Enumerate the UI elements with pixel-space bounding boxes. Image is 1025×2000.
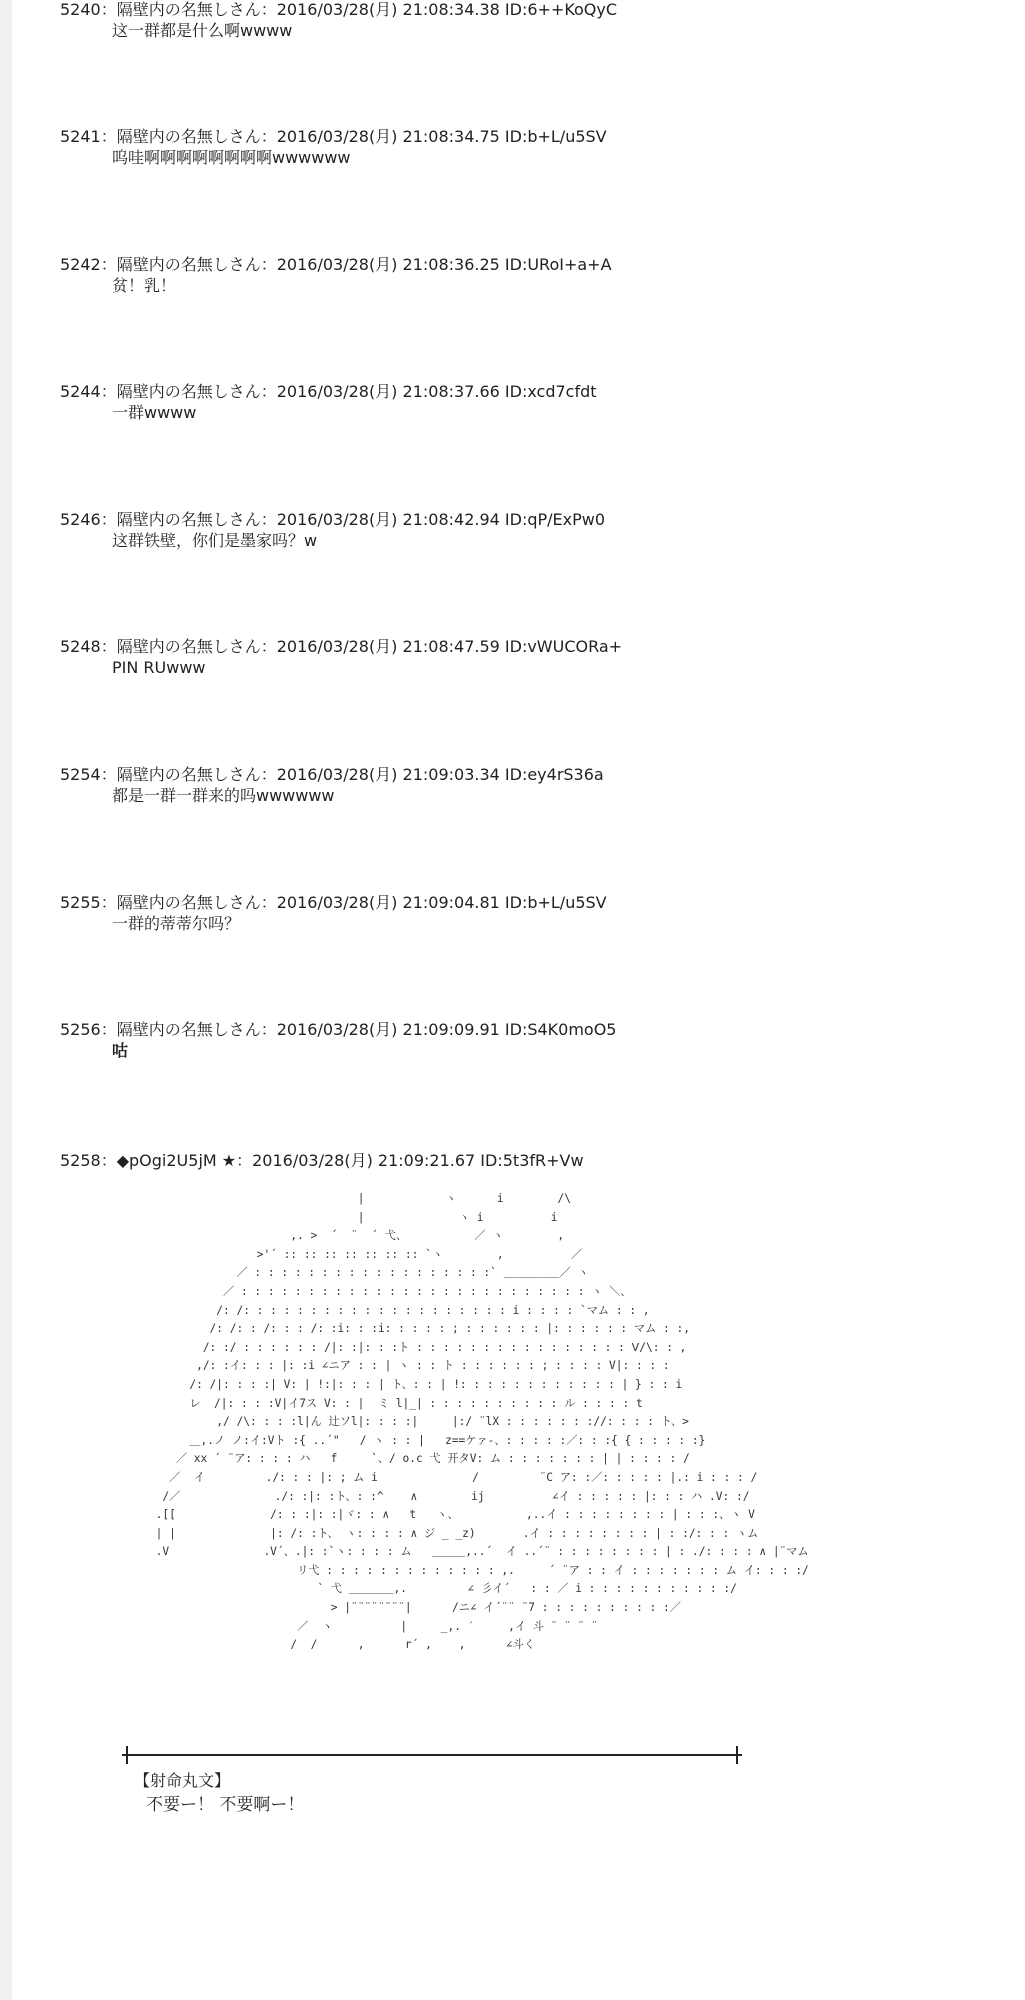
- post: [60, 510, 960, 552]
- post-body: 呜哇啊啊啊啊啊啊啊啊wwwwww: [112, 148, 351, 167]
- post: [60, 1020, 960, 1062]
- post-body: 都是一群一群来的吗wwwwww: [112, 786, 335, 805]
- post-header: 5255：隔壁内の名無しさん：2016/03/28(月) 21:09:04.81 ID:b+L/u5SV: [60, 893, 607, 912]
- post-author: [60, 1151, 960, 1171]
- post-header: 5248：隔壁内の名無しさん：2016/03/28(月) 21:08:47.59 ID:vWUCORa+: [60, 637, 623, 656]
- post-header: 5242：隔壁内の名無しさん：2016/03/28(月) 21:08:36.25 ID:URoI+a+A: [60, 255, 612, 274]
- post-header: 5241：隔壁内の名無しさん：2016/03/28(月) 21:08:34.75 ID:b+L/u5SV: [60, 127, 607, 146]
- divider-tick-right: [736, 1746, 738, 1764]
- post-header: 5244：隔壁内の名無しさん：2016/03/28(月) 21:08:37.66 ID:xcd7cfdt: [60, 382, 597, 401]
- post: [60, 382, 960, 424]
- ascii-art: | ヽ i /\ | ヽ i i ,. > ´ ¨ ´ 弋、 ／ ヽ , >'´ :: :: :: :: :: :: :: `ヽ , ／ ／ : : : : : : : : : : : : : : : : : :` ＿＿＿＿＿／ ヽ ／ : : : : : : : : : : : : : : : : : : : : : : : : : : ヽ ＼、 /: /: : : : : : : : : : : : : : : : : : : : i : : : : `マム : : , /: /: : /: : : /: :i: : :i: : : : : ; : : : : : : |: : : : : : マム : :, /: :/ : : : : : : /|: :|: : :ト : : : : : : : : : : : : : : : : Ⅴ/\: : , ,/: :イ: : : |: :i ∠ニア : : | ヽ : : ト : : : : : : ; : : : : V|: : : : /: /|: : : :| V: | !:|: : : | ト、: : | !: : : : : : : : : : : : | } : : i レ /|: : : :V|イ7ス V: : | ミ l|_| : : : : : : : : : : ル : : : : t ,/ /\: : : :l|ん 辻ソl|: : : :| |:/ ¨lX : : : : : : ://: : : : ト、> ＿,.ノ ノ:イ:Vト :{ ..´" / ヽ : : | z==ケァ-、: : : : :／: : :{ { : : : : :} ／ xx ´ ¨ア: : : : ハ f `、/ o.c 弋 开タV: ム : : : : : : : | | : : : : / ／ イ ./: : : |: ; ム i / ¨C ア: :／: : : : : |.: i : : : / /／ ./: :|: :ト、: :^ ∧ ij ∠イ : : : : : |: : : ハ .V: :/ .[[ /: : :|: :|ヾ: : ∧ t ヽ、 ,..イ : : : : : : : : | : : :、ヽ V | | |: /: :ト、 ヽ: : : : ∧ ジ _ _z) .イ : : : : : : : : | : :/: : : ヽム .V .V´、.|: :`ヽ: : : : ム ＿＿＿,..´ イ ..´¨ : : : : : : : : | : ./: : : : ∧ |¨マム リ弋 : : : : : : : : : : : : : ,. ´ ¨ア : : イ : : : : : : : ム イ: : : :/ ` 弋 ＿＿＿＿,. ∠ 彡イ´ : : ／ i : : : : : : : : : : :/ > |¨¨¨¨¨¨¨¨| /ニ∠ イ´¨¨ ¨7 : : : : : : : : : :／ ／ ヽ | _,. ′ ,イ 斗 ¨ ¨ ¨ ¨ / / , r´ , , ∠斗く: [155, 1192, 809, 1652]
- speech-line: 不要ー！ 不要啊ー！: [146, 1795, 305, 1815]
- speaker-name: 【射命丸文】: [134, 1771, 231, 1790]
- post-body: PIN RUwww: [112, 658, 206, 677]
- post-body: 一群wwww: [112, 403, 197, 422]
- post-body: 这一群都是什么啊wwww: [112, 21, 293, 40]
- post-body: 这群铁壁，你们是墨家吗？w: [112, 531, 318, 550]
- divider-tick-left: [126, 1746, 128, 1764]
- post-header: 5258：◆pOgi2U5jM ★：2016/03/28(月) 21:09:21.67 ID:5t3fR+Vw: [60, 1151, 584, 1170]
- post-header: 5256：隔壁内の名無しさん：2016/03/28(月) 21:09:09.91 ID:S4K0moO5: [60, 1020, 617, 1039]
- post-body: 一群的蒂蒂尔吗？: [112, 914, 241, 933]
- divider-line: [122, 1754, 742, 1756]
- post: [60, 765, 960, 807]
- post-body: 咕: [112, 1041, 129, 1060]
- post: [60, 893, 960, 935]
- post: [60, 637, 960, 679]
- thread-page: [12, 0, 1025, 2000]
- post-header: 5246：隔壁内の名無しさん：2016/03/28(月) 21:08:42.94 ID:qP/ExPw0: [60, 510, 606, 529]
- post: [60, 0, 960, 42]
- post-body: 贫！乳！: [112, 276, 177, 295]
- post: [60, 255, 960, 297]
- post-header: 5254：隔壁内の名無しさん：2016/03/28(月) 21:09:03.34 ID:ey4rS36a: [60, 765, 604, 784]
- post-header: 5240：隔壁内の名無しさん：2016/03/28(月) 21:08:34.38 ID:6++KoQyC: [60, 0, 618, 19]
- post: [60, 127, 960, 169]
